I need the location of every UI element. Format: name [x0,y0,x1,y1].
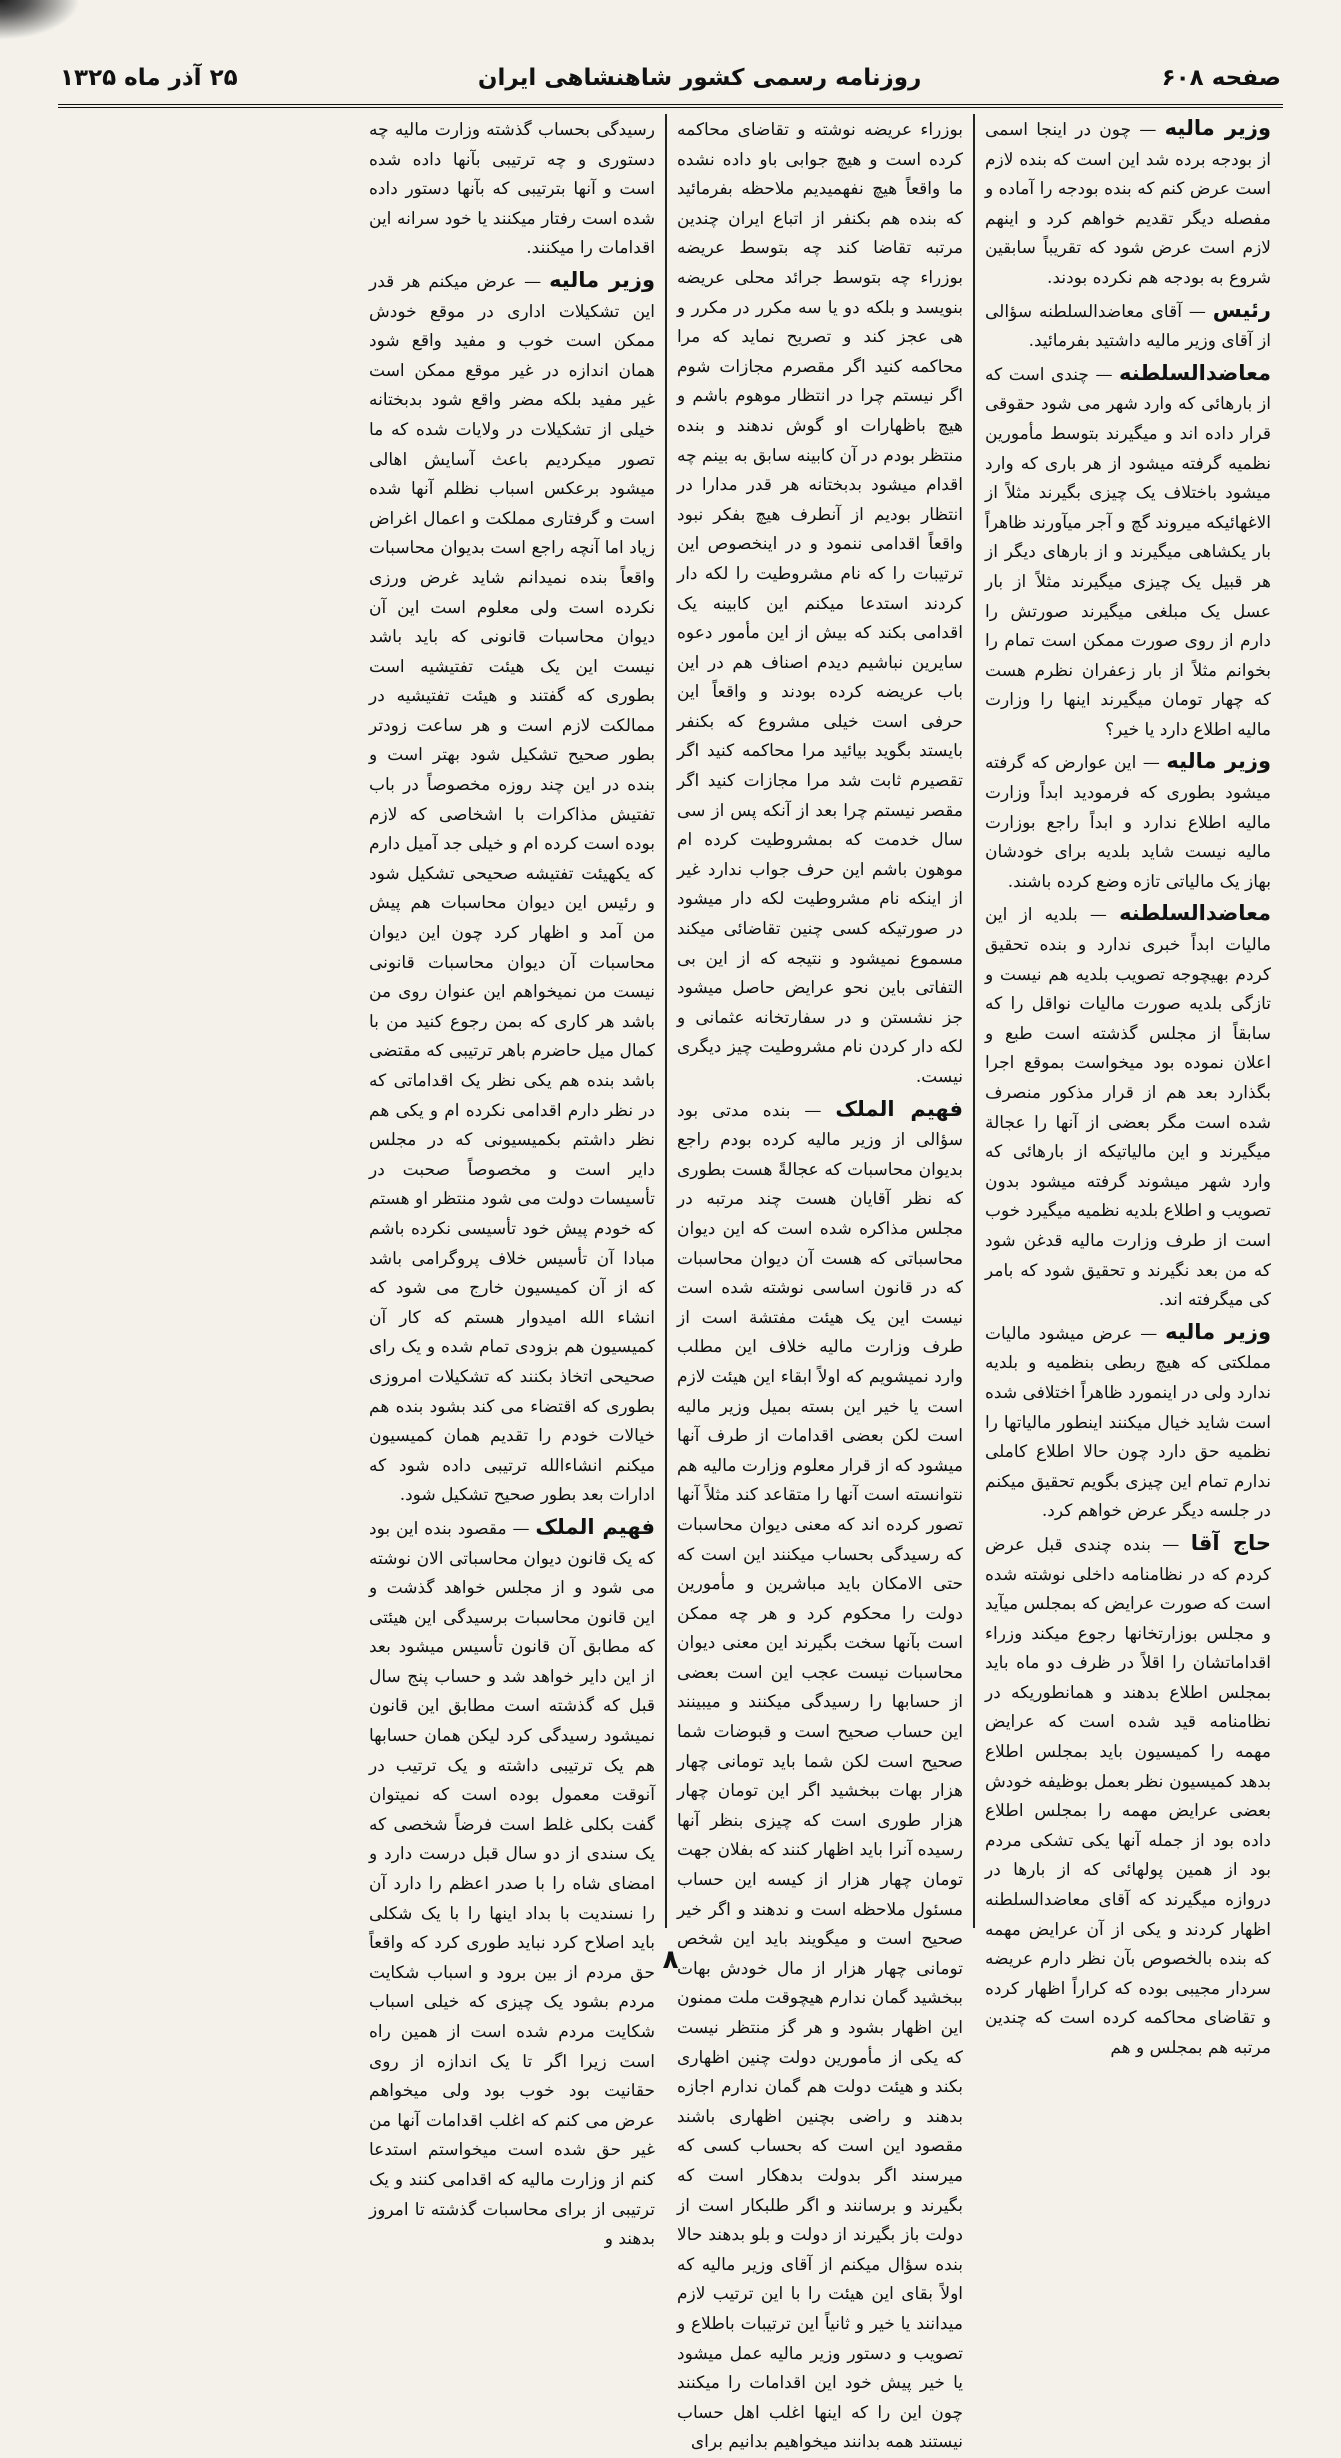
entry-text: — عرض میشود مالیات مملکتی که هیچ ربطی بنظمیه و بلدیه ندارد ولی در اینمورد ظاهراً اختلافی شده است شاید خیال میکنند اینطور مالیاتها را نظمیه حق دارد چون حالا اطلاع کاملی ندارم تمام این چیزی بگویم تحقیق میکنم در جلسه دیگر عرض خواهم کرد. [985,1323,1271,1522]
entry-text: — آقای معاضدالسلطنه سؤالی از آقای وزیر مالیه داشتید بفرمائید. [985,301,1271,352]
entry [369,1513,655,2255]
entry-text: — چون در اینجا اسمی از بودجه برده شد این است که بنده لازم است عرض کنم که بنده بودجه را آماده و مفصله دیگر تقدیم خواهم کرد و اینهم لازم است عرض شود که تقریباً سابقین شروع به بودجه هم نکرده بودند. [985,120,1271,288]
entry [985,359,1271,746]
entry-text: — این عوارض که گرفته میشود بطوری که فرمودید ابداً وزارت مالیه اطلاع ندارد و ابداً راجع بوزارت مالیه نیست شاید بلدیه برای خودشان بهاز یک مالیاتی تازه وضع کرده باشند. [985,753,1271,892]
entry-text: — بلدیه از این مالیات ابداً خبری ندارد و بنده تحقیق کردم بهیچوجه تصویب بلدیه هم نیست و تازگی بلدیه صورت مالیات نواقل را که سابقاً از مجلس گذشته است طبع و اعلان نموده بود میخواست بموقع اجرا بگذارد بعد هم از قرار مذکور منصرف شده است مگر بعضی از آنها را عجالة میگیرند و این مالیاتیکه از بارهائی که وارد شهر میشوند گرفته میشود بدون تصویب و اطلاع بلدیه نظمیه میگیرد خوب است از طرف وزارت مالیه قدغن شود که من بعد نگیرند و تحقیق شود که بامر کی میگرفته اند. [985,905,1271,1311]
speaker-name: حاج آقا [1190,1530,1271,1555]
publication-title: روزنامه رسمی کشور شاهنشاهی ایران [477,65,922,91]
speaker-name: معاضدالسلطنه [1119,901,1272,926]
speaker-name: فهیم الملک [835,1096,964,1121]
text-columns [60,114,1281,2453]
header-rule [58,104,1283,108]
entry [369,266,655,1511]
entry [985,747,1271,897]
entry [985,1318,1271,1527]
speaker-name: وزیر مالیه [1165,1319,1272,1344]
entry [677,114,963,1093]
speaker-name: وزیر مالیه [1166,749,1271,774]
entry-text: بوزراء عریضه نوشته و تقاضای محاکمه کرده است و هیچ جوابی باو داده نشده ما واقعاً هیچ نفهمیدیم ملاحظه بفرمائید که بنده هم بکنفر از اتباع ایران چندین مرتبه تقاضا کند چه بتوسط عریضه بوزراء چه بتوسط جرائد محلی عریضه بنویسد و بلکه دو یا سه مکرر در مکرر و هی عجز کند و تصریح نماید که مرا محاکمه کنید اگر مقصرم مجازات شوم اگر نیستم چرا در انتظار موهوم باشم و هیچ باظهارات او گوش ندهند و بنده منتظر بودم در آن کابینه سابق به بینم چه اقدام میشود بدبختانه هر قدر مدارا در انتظار بودیم از آنطرف هیچ بفکر نبود واقعاً اقدامی ننمود و در اینخصوص این ترتیبات را که نام مشروطیت را لکه دار کردند استدعا میکنم این کابینه یک اقدامی بکند که بیش از این مأمور دعوه سایرین نباشیم دیدم اصناف هم در این باب عریضه کرده بودند و واقعاً این حرفی است خیلی مشروع که بکنفر بایستد بگوید بیائید مرا محاکمه کنید اگر تقصیرم ثابت شد مرا مجازات کنید اگر مقصر نیستم چرا بعد از آنکه پس از سی سال خدمت که بمشروطیت کرده ام موهون باشم این حرف جواب ندارد غیر از اینکه نام مشروطیت لکه دار میشود در صورتیکه کسی چنین تقاضائی میکند مسموع نمیشود و نتیجه که از این بی التفاتی باین نحو عرایض حاصل میشود جز نشستن و در سفارتخانه عثمانی و لکه دار کردن نام مشروطیت چیز دیگری نیست. [676,120,963,1087]
speaker-name: معاضدالسلطنه [1119,360,1271,385]
column-right [975,114,1281,2058]
page-label: صفحه ۶۰۸ [1161,65,1281,91]
speaker-name: رئیس [1212,297,1271,322]
entry [677,1095,963,2458]
issue-date: ۲۵ آذر ماه ۱۳۲۵ [60,65,238,91]
corner-smudge [0,0,80,40]
entry [985,899,1271,1315]
speaker-name: فهیم الملک [535,1514,655,1539]
entry-text: رسیدگی بحساب گذشته وزارت مالیه چه دستوری و چه ترتیبی بآنها داده شده است و آنها بترتیبی که بآنها دستور داده شده است رفتار میکنند یا خود سرانه این اقدامات را میکنند. [369,120,655,259]
entry-text: — چندی است که از بارهائی که وارد شهر می شود حقوقی قرار داده اند و میگیرند بتوسط مأمورین نظمیه گرفته میشود از هر باری که وارد میشود باختلاف یک چیزی بگیرند مثلاً از الاغهائیکه میروند گچ و آجر میآورند ظاهراً بار یکشاهی میگیرند و از بارهای دیگر از هر قبیل یک چیزی میگیرند مثلاً از بار عسل یک مبلغی میگیرند صورتش را دارم از روی صورت ممکن است تمام را بخوانم مثلاً از بار زعفران نظرم هست که چهار تومان میگیرند اینها را وزارت مالیه اطلاع دارد یا خیر؟ [985,364,1271,740]
entry [985,1529,1271,2064]
page-number: ۸ [662,1945,679,1975]
entry [985,296,1271,357]
column-left [359,114,665,2250]
entry-text: — بنده مدتی بود سؤالی از وزیر مالیه کرده بودم راجع بدیوان محاسبات که عجالةً هست بطوری که نظر آقایان هست چند مرتبه در مجلس مذاکره شده است که این دیوان محاسباتی که هست آن دیوان محاسبات که در قانون اساسی نوشته شده است نیست این یک هیئت مفتشة است از طرف وزارت مالیه خلاف این مطلب وارد نمیشویم که اولاً ابقاء این هیئت لازم است یا خیر این بسته بمیل وزیر مالیه است لکن بعضی اقدامات از طرف آنها میشود که از قرار معلوم وزارت مالیه هم نتوانسته است آنها را متقاعد کند مثلاً آنها تصور کرده اند که معنی دیوان محاسبات که رسیدگی بحساب میکنند این است که حتی الامکان باید مباشرین و مأمورین دولت را محکوم کرد و هر چه ممکن است بآنها سخت بگیرند این معنی دیوان محاسبات نیست عجب این است بعضی از حسابها را رسیدگی میکنند و میبینند این حساب صحیح است و قبوضات شما صحیح است لکن شما باید تومانی چهار هزار بهات ببخشید اگر این تومان چهار هزار طوری است که چیزی بنظر آنها رسیده آنرا باید اظهار کنند که بفلان جهت تومان چهار هزار از کیسه این حساب مسئول ملاحظه است و ندهند و اگر خیر صحیح است و میگویند باید این شخص تومانی چهار هزار از مال خودش بهات ببخشید گمان ندارم هیچوقت ملت ممنون این اظهار بشود و هر گز منتظر نیست که یکی از مأمورین دولت چنین اظهاری بکند و هیئت دولت هم گمان ندارم اجازه بدهند و راضی بچنین اظهاری باشند مقصود این است که بحساب کسی که میرسند اگر بدولت بدهکار است که بگیرند و برسانند و اگر طلبکار است از دولت باز بگیرند از دولت و بلو بدهند حالا بنده سؤال میکنم از آقای وزیر مالیه که اولاً بقای این هیئت را با این ترتیب لازم میدانند یا خیر و ثانیاً این ترتیبات باطلاع و تصویب و دستور وزیر مالیه عمل میشود یا خیر پیش خود این اقدامات را میکنند چون این را که اینها اغلب اهل حساب نیستند همه بدانند میخواهیم بدانیم برای [677,1100,963,2453]
speaker-name: وزیر مالیه [549,267,656,292]
page-header [60,58,1281,98]
entry-text: — مقصود بنده این بود که یک قانون دیوان محاسباتی الان نوشته می شود و از مجلس خواهد گذشت و این قانون محاسبات برسیدگی این هیئتی که مطابق آن قانون تأسیس میشود بعد از این دایر خواهد شد و حساب پنج سال قبل که گذشته است مطابق این قانون نمیشود رسیدگی کرد لیکن همان حسابها هم یک ترتیبی داشته و یک ترتیب در آنوقت معمول بوده است که نمیتوان گفت بکلی غلط است فرضاً شخصی که یک سندی از دو سال قبل درست دارد و امضای شاه را با صدر اعظم را دارد آن را نسندیت با بداد اینها را با یک شکلی باید اصلاح کرد نباید طوری کرد که واقعاً حق مردم از بین برود و اسباب شکایت مردم بشود یک چیزی که خیلی اسباب شکایت مردم شده است از همین راه است زیرا اگر تا یک اندازه از روی حقانیت بود خوب بود ولی میخواهم عرض می کنم که اغلب اقدامات آنها من غیر حق شده است میخواستم استدعا کنم از وزارت مالیه که اقدامی کنند و یک ترتیبی از برای محاسبات گذشته تا امروز بدهند و [369,1518,655,2250]
column-middle [667,114,973,2453]
entry [985,114,1271,294]
entry-text: — بنده چندی قبل عرض کردم که در نظامنامه داخلی نوشته شده است که صورت عرایض که بمجلس میآید و مجلس بوزارتخانها رجوع میکند وزراء اقداماتشان را اقلاً در ظرف دو ماه باید بمجلس اطلاع بدهند و همانطوریکه در نظامنامه قید شده است که عرایض مهمه را کمیسیون باید بمجلس اطلاع بدهد کمیسیون نظر بعمل بوظیفه خودش بعضی عرایض مهمه را بمجلس اطلاع داده بود از جمله آنها یکی تشکی مردم بود از همین پولهائی که از بارها در دروازه میگیرند که آقای معاضدالسلطنه اظهار کردند و یکی از آن عرایض مهمه که بنده بالخصوص بآن نظر دارم عریضه سردار مجیبی بوده که کراراً اظهار کرده و تقاضای محاکمه کرده است که چندین مرتبه هم بمجلس و هم [985,1534,1271,2058]
speaker-name: وزیر مالیه [1164,116,1272,140]
entry [369,114,655,264]
entry-text: — عرض میکنم هر قدر این تشکیلات اداری در موقع خودش ممکن است خوب و مفید واقع شود همان اندازه در غیر موقع ممکن است غیر مفید بلکه مضر واقع شود بدبختانه خیلی از تشکیلات در ولایات شده که ما تصور میکردیم باعث آسایش اهالی میشود برعکس اسباب نظلم آنها شده است و گرفتاری مملکت و اعمال اغراض زیاد اما آنچه راجع است بدیوان محاسبات واقعاً بنده نمیدانم شاید غرض ورزی نکرده است ولی معلوم است این آن دیوان محاسبات قانونی که باید باشد نیست این یک هیئت تفتیشیه است بطوری که گفتند و هیئت تفتیشیه در ممالکت لازم است و هر ساعت زودتر بطور صحیح تشکیل شود بهتر است و بنده در این چند روزه مخصوصاً در باب تفتیش مذاکرات با اشخاصی که لازم بوده است کرده ام و خیلی جد آمیل دارم که یکهیئت تفتیشه صحیحی تشکیل شود و رئیس این دیوان محاسبات هم پیش من آمد و اظهار کرد چون این دیوان محاسبات آن دیوان محاسبات قانونی نیست من نمیخواهم این عنوان روی من باشد هر کاری که بمن رجوع کنید من با کمال میل حاضرم باهر ترتیبی که مقتضی باشد بنده هم یکی نظر یک اقداماتی که در نظر دارم اقدامی نکرده ام و یکی هم نظر داشتم بکمیسیونی که در مجلس دایر است و مخصوصاً صحبت در تأسیسات دولت می شود منتظر او هستم که خودم پیش خود تأسیسی نکرده باشم مبادا آن تأسیس خلاف پروگرامی باشد که از آن کمیسیون خارج می شود که انشاء الله امیدوار هستم که کار آن کمیسیون هم بزودی تمام شده و یک رای صحیحی اتخاذ بکنند که تشکیلات امروزی بطوری که اقتضاء می کند بشود بنده هم خیالات خودم را تقدیم همان کمیسیون میکنم انشاءالله ترتیبی داده شود که ادارات بعد بطور صحیح تشکیل شود. [369,271,655,1506]
